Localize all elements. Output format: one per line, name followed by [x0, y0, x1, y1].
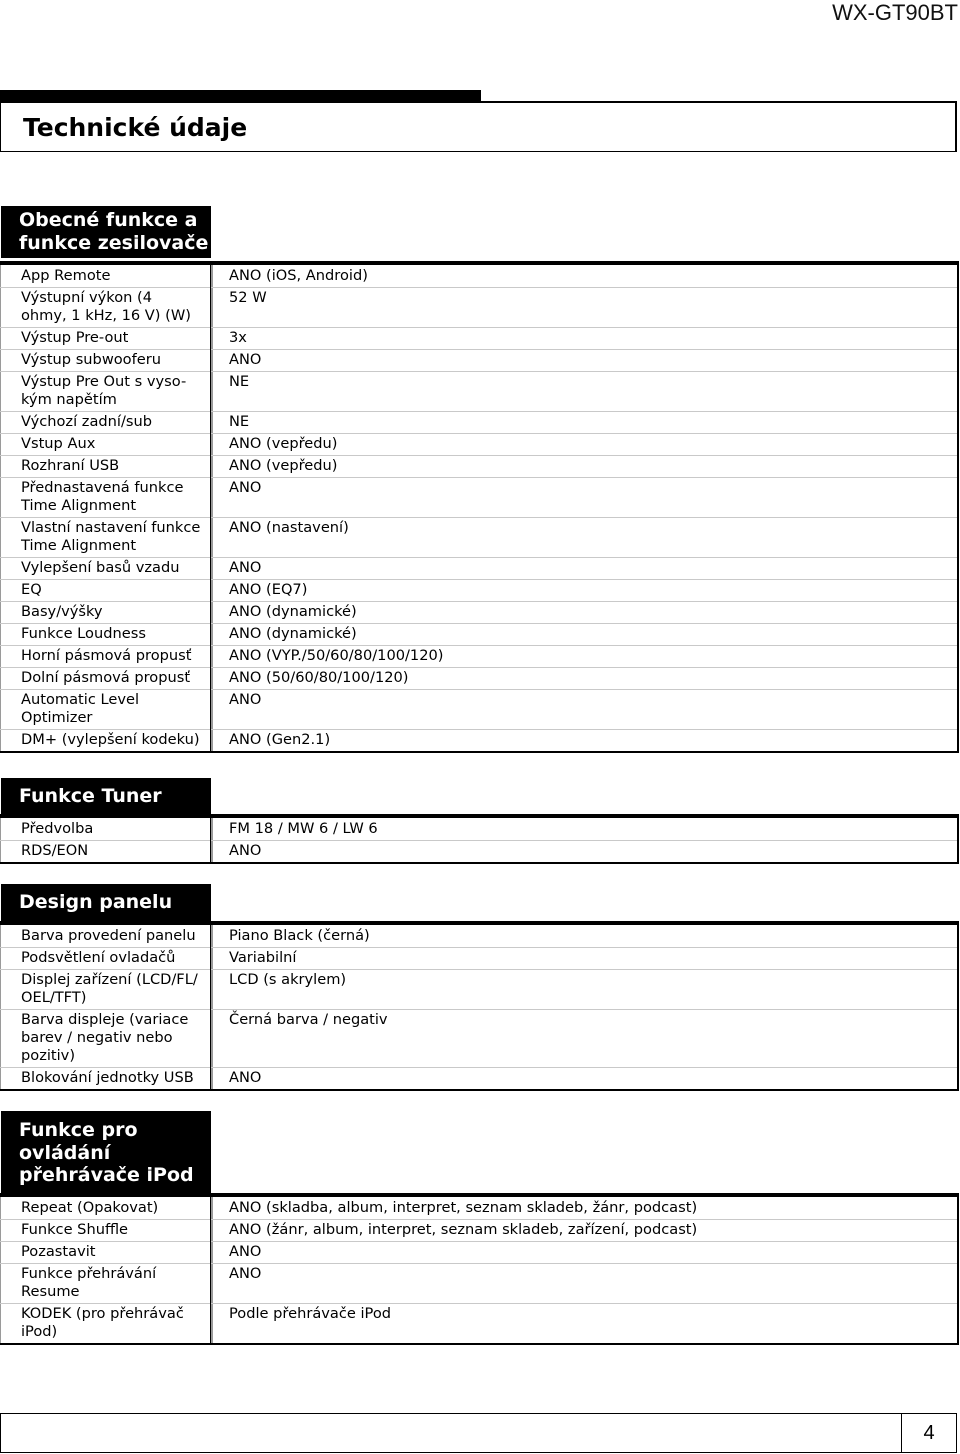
spec-value: ANO (EQ7) [229, 581, 308, 598]
spec-table-ipod [0, 1193, 959, 1345]
spec-row [0, 433, 957, 455]
spec-row [0, 411, 957, 433]
spec-value: NE [229, 413, 250, 430]
spec-value: Černá barva / negativ [229, 1011, 388, 1028]
spec-value: ANO (50/60/80/100/120) [229, 669, 409, 686]
spec-label: DM+ (vylepšení kodeku) [1, 729, 211, 751]
spec-row [0, 327, 957, 349]
spec-value: 52 W [229, 289, 267, 306]
spec-row [0, 818, 957, 840]
spec-row [0, 1067, 957, 1089]
spec-value: ANO [229, 691, 262, 708]
spec-label: Horní pásmová propusť [1, 645, 211, 667]
section-heading-design: Design panelu [1, 884, 211, 921]
spec-label: Automatic Level Optimizer [1, 689, 211, 729]
spec-value: ANO (vepředu) [229, 435, 338, 452]
spec-label: Vylepšení basů vzadu [1, 557, 211, 579]
spec-row [0, 667, 957, 689]
spec-row [0, 265, 957, 287]
spec-value: LCD (s akrylem) [229, 971, 347, 988]
spec-label: Blokování jednotky USB [1, 1067, 211, 1089]
spec-value: ANO [229, 559, 262, 576]
spec-value: ANO (dynamické) [229, 625, 357, 642]
spec-row [0, 1241, 957, 1263]
spec-value: Variabilní [229, 949, 297, 966]
spec-label: RDS/EON [1, 840, 211, 862]
spec-label: Vlastní nastavení funkce Time Alignment [1, 517, 211, 557]
spec-row [0, 477, 957, 517]
spec-value: NE [229, 373, 250, 390]
spec-row [0, 1009, 957, 1067]
spec-value: FM 18 / MW 6 / LW 6 [229, 820, 378, 837]
spec-value: ANO (VYP./50/60/80/100/120) [229, 647, 444, 664]
spec-label: App Remote [1, 265, 211, 287]
section-heading-tuner: Funkce Tuner [1, 778, 211, 814]
spec-row [0, 601, 957, 623]
spec-value: ANO (nastavení) [229, 519, 349, 536]
spec-label: KODEK (pro přehrávač iPod) [1, 1303, 211, 1343]
spec-label: Podsvětlení ovladačů [1, 947, 211, 969]
model-number: WX-GT90BT [832, 0, 958, 25]
spec-value: ANO (Gen2.1) [229, 731, 331, 748]
spec-label: Výchozí zadní/sub [1, 411, 211, 433]
spec-label: Výstup subwooferu [1, 349, 211, 371]
spec-value: Podle přehrávače iPod [229, 1305, 392, 1322]
page-title: Technické údaje [23, 113, 248, 142]
spec-label: Funkce Shuffle [1, 1219, 211, 1241]
spec-label: Funkce Loudness [1, 623, 211, 645]
spec-value: ANO (dynamické) [229, 603, 357, 620]
spec-row [0, 1263, 957, 1303]
spec-row [0, 287, 957, 327]
spec-label: Barva displeje (variace barev / negativ nebo pozitiv) [1, 1009, 211, 1067]
spec-label: Repeat (Opakovat) [1, 1197, 211, 1219]
spec-row [0, 371, 957, 411]
spec-label: Předvolba [1, 818, 211, 840]
spec-row [0, 689, 957, 729]
spec-value: Piano Black (černá) [229, 927, 370, 944]
spec-row [0, 645, 957, 667]
spec-table-tuner [0, 814, 959, 864]
spec-label: Barva provedení panelu [1, 925, 211, 947]
spec-row [0, 1303, 957, 1343]
page-number: 4 [923, 1422, 935, 1444]
spec-value: ANO (žánr, album, interpret, seznam skladeb, zařízení, podcast) [229, 1221, 698, 1238]
spec-row [0, 1219, 957, 1241]
spec-label: Dolní pásmová propusť [1, 667, 211, 689]
spec-label: Pozastavit [1, 1241, 211, 1263]
spec-row [0, 925, 957, 947]
spec-value: ANO [229, 1265, 262, 1282]
spec-label: Výstupní výkon (4 ohmy, 1 kHz, 16 V) (W) [1, 287, 211, 327]
spec-value: ANO [229, 842, 262, 859]
spec-value: ANO (skladba, album, interpret, seznam skladeb, žánr, podcast) [229, 1199, 698, 1216]
spec-row [0, 969, 957, 1009]
spec-label: Výstup Pre-out [1, 327, 211, 349]
page-footer [0, 1413, 957, 1453]
spec-row [0, 947, 957, 969]
title-box [0, 101, 957, 152]
spec-value: 3x [229, 329, 247, 346]
spec-label: EQ [1, 579, 211, 601]
spec-label: Rozhraní USB [1, 455, 211, 477]
spec-value: ANO (vepředu) [229, 457, 338, 474]
spec-label: Přednastavená funkce Time Alignment [1, 477, 211, 517]
spec-row [0, 557, 957, 579]
spec-row [0, 729, 957, 751]
spec-row [0, 517, 957, 557]
spec-value: ANO [229, 351, 262, 368]
spec-row [0, 1197, 957, 1219]
spec-row [0, 579, 957, 601]
spec-table-design [0, 921, 959, 1091]
section-heading-ipod: Funkce pro ovládání přehrávače iPod [1, 1111, 211, 1193]
spec-label: Funkce přehrávání Resume [1, 1263, 211, 1303]
spec-label: Displej zařízení (LCD/FL/ OEL/TFT) [1, 969, 211, 1009]
spec-table-general [0, 261, 959, 753]
spec-row [0, 455, 957, 477]
spec-value: ANO [229, 1243, 262, 1260]
section-heading-general: Obecné funkce a funkce zesilovače [1, 206, 211, 258]
spec-label: Výstup Pre Out s vyso- kým napětím [1, 371, 211, 411]
spec-value: ANO [229, 479, 262, 496]
spec-value: ANO (iOS, Android) [229, 267, 368, 284]
spec-label: Vstup Aux [1, 433, 211, 455]
spec-label: Basy/výšky [1, 601, 211, 623]
spec-row [0, 349, 957, 371]
spec-row [0, 623, 957, 645]
spec-row [0, 840, 957, 862]
spec-value: ANO [229, 1069, 262, 1086]
